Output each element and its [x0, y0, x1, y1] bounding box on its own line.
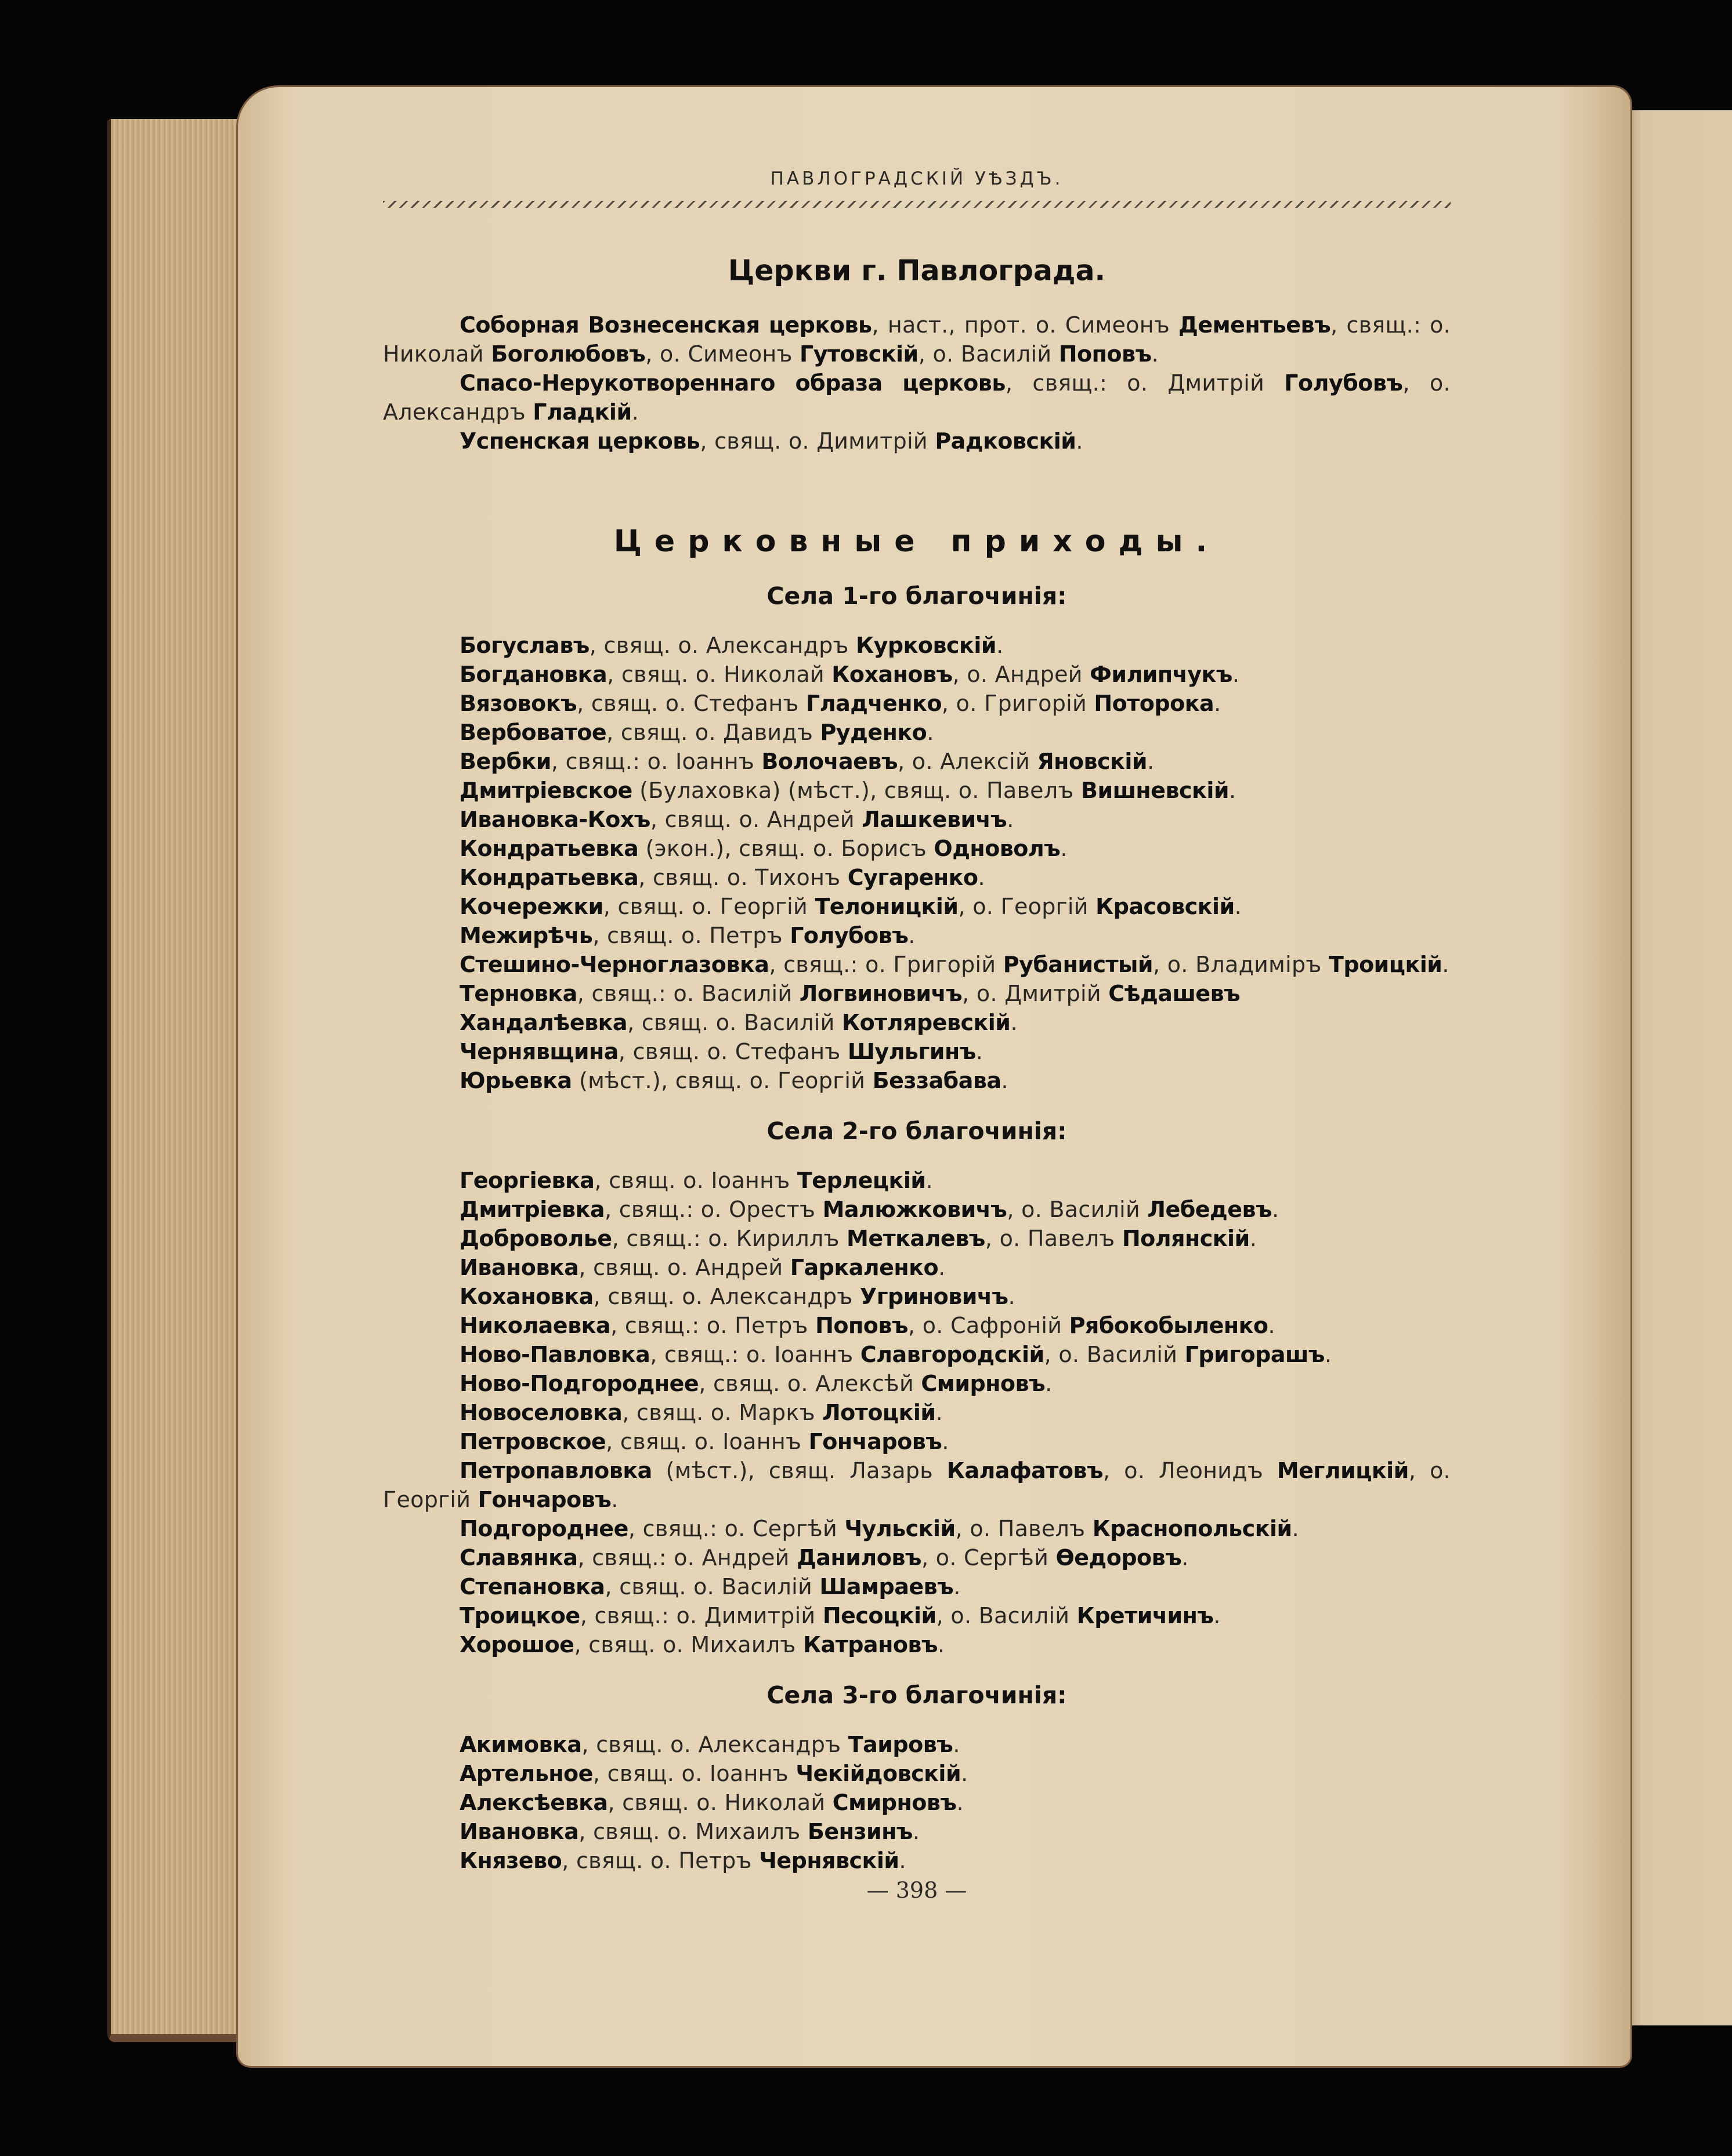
- entry-name-bold: Успенская церковь: [460, 428, 700, 454]
- entry-text: , свящ. о. Алексѣй: [699, 1371, 921, 1396]
- church-entry: [383, 921, 1451, 950]
- entry-name-bold: Стешино-Черноглазовка: [460, 952, 769, 977]
- entry-name-bold: Вишневскій: [1080, 778, 1229, 803]
- entry-text: , свящ. о. Іоаннъ: [594, 1168, 797, 1193]
- entry-text: .: [631, 399, 639, 425]
- entry-text: .: [953, 1574, 961, 1599]
- entry-name-bold: Таировъ: [848, 1732, 953, 1757]
- entry-text: , свящ. о. Александръ: [593, 1284, 860, 1309]
- entry-text: , свящ.: о. Василій: [577, 981, 800, 1006]
- entry-text: .: [978, 865, 985, 890]
- entry-name-bold: Беззабава: [872, 1068, 1001, 1093]
- entry-name-bold: Шульгинъ: [847, 1039, 976, 1064]
- church-entry: [383, 1427, 1451, 1456]
- church-entry: [383, 1788, 1451, 1817]
- entry-text: , свящ. о. Василій: [627, 1010, 843, 1035]
- entry-name-bold: Терлецкій: [797, 1168, 926, 1193]
- entry-text: .: [1151, 341, 1159, 367]
- church-entry: [383, 427, 1451, 456]
- entry-text: (экон.), свящ. о. Борисъ: [638, 836, 934, 861]
- entry-name-bold: Яновскій: [1037, 749, 1147, 774]
- entry-text: , свящ.: о. Димитрій: [580, 1603, 823, 1628]
- entry-text: , о. Павелъ: [955, 1516, 1093, 1541]
- entry-name-bold: Филипчукъ: [1090, 662, 1232, 687]
- church-entry: [383, 1282, 1451, 1311]
- entry-text: .: [1001, 1068, 1008, 1093]
- church-entry: [383, 1037, 1451, 1066]
- entry-text: , свящ. о. Іоаннъ: [606, 1429, 809, 1454]
- entry-name-bold: Степановка: [460, 1574, 605, 1599]
- entry-name-bold: Хорошое: [460, 1632, 574, 1657]
- entry-text: , свящ. о. Михаилъ: [574, 1632, 803, 1657]
- entry-text: , свящ.: о. Іоаннъ: [650, 1342, 860, 1367]
- entry-name-bold: Руденко: [820, 720, 927, 745]
- entry-name-bold: Одноволъ: [934, 836, 1061, 861]
- entry-name-bold: Чернявщина: [460, 1039, 619, 1064]
- entry-name-bold: Григорашъ: [1184, 1342, 1325, 1367]
- church-entry: [383, 1166, 1451, 1195]
- entry-name-bold: Межирѣчь: [460, 923, 593, 948]
- book-page-edges: [107, 119, 244, 2042]
- entry-name-bold: Меткалевъ: [847, 1226, 985, 1251]
- entry-text: , свящ.: о. Іоаннъ: [551, 749, 762, 774]
- entry-name-bold: Чернявскій: [759, 1848, 899, 1873]
- entry-text: , о. Георгій: [383, 1458, 1451, 1512]
- entry-name-bold: Славгородскій: [860, 1342, 1044, 1367]
- entry-name-bold: Кондратьевка: [460, 836, 639, 861]
- entry-text: .: [912, 1819, 920, 1844]
- church-entry: [383, 1514, 1451, 1543]
- entry-name-bold: Доброволье: [460, 1226, 612, 1251]
- entry-name-bold: Вербки: [460, 749, 551, 774]
- entry-name-bold: Поторока: [1094, 691, 1214, 716]
- church-entry: [383, 718, 1451, 747]
- section-title: Церковные приходы.: [613, 524, 1220, 559]
- sections: [383, 254, 1451, 1875]
- entry-text: , наст., прот. о. Симеонъ: [872, 312, 1178, 338]
- subsection-title: Села 2-го благочинія:: [766, 1117, 1067, 1145]
- entry-name-bold: Гладченко: [806, 691, 942, 716]
- entry-name-bold: Голубовъ: [790, 923, 909, 948]
- entry-name-bold: Артельное: [460, 1761, 593, 1786]
- church-entry: [383, 1311, 1451, 1340]
- entry-name-bold: Краснопольскій: [1092, 1516, 1292, 1541]
- entry-text: .: [1268, 1313, 1275, 1338]
- entry-name-bold: Боголюбовъ: [491, 341, 646, 367]
- entry-name-bold: Лашкевичъ: [862, 807, 1007, 832]
- entry-name-bold: Богуславъ: [460, 633, 590, 658]
- entry-text: , свящ. о. Андрей: [650, 807, 862, 832]
- entry-text: , свящ.: о. Дмитрій: [1005, 370, 1285, 396]
- entry-text: , о. Сафроній: [907, 1313, 1069, 1338]
- entry-text: .: [611, 1487, 619, 1512]
- entry-text: , свящ. о. Петръ: [592, 923, 790, 948]
- entry-name-bold: Сугаренко: [847, 865, 978, 890]
- church-entry: [383, 747, 1451, 776]
- entry-text: , о. Симеонъ: [645, 341, 800, 367]
- church-entry: [383, 805, 1451, 834]
- church-entry: [383, 1340, 1451, 1369]
- entry-name-bold: Георгіевка: [460, 1168, 595, 1193]
- section-title: Церкви г. Павлограда.: [728, 254, 1106, 287]
- entry-name-bold: Гончаровъ: [478, 1487, 612, 1512]
- entry-text: , свящ.: о. Кириллъ: [612, 1226, 847, 1251]
- entry-text: (Булаховка) (мѣст.), свящ. о. Павелъ: [632, 778, 1081, 803]
- entry-name-bold: Богдановка: [460, 662, 608, 687]
- entry-text: (мѣст.), свящ. Лазарь: [652, 1458, 947, 1483]
- entry-text: , свящ. о. Стефанъ: [577, 691, 807, 716]
- entry-text: , свящ.: о. Сергѣй: [628, 1516, 845, 1541]
- entry-name-bold: Поповъ: [815, 1313, 908, 1338]
- entry-name-bold: Князево: [460, 1848, 562, 1873]
- entry-text: , свящ.: о. Николай: [383, 312, 1451, 367]
- entry-text: , свящ.: о. Андрей: [577, 1545, 797, 1570]
- entry-text: , свящ. о. Іоаннъ: [592, 1761, 796, 1786]
- entry-name-bold: Кочережки: [460, 894, 603, 919]
- entry-text: .: [1232, 662, 1240, 687]
- entry-name-bold: Ивановка: [460, 1819, 579, 1844]
- entry-text: .: [938, 1632, 945, 1657]
- entry-name-bold: Чульскій: [844, 1516, 956, 1541]
- entry-name-bold: Котляревскій: [842, 1010, 1011, 1035]
- entry-name-bold: Песоцкій: [822, 1603, 936, 1628]
- entry-name-bold: Рябокобыленко: [1069, 1313, 1268, 1338]
- entry-name-bold: Дмитріевка: [460, 1197, 605, 1222]
- entry-name-bold: Гончаровъ: [808, 1429, 942, 1454]
- entry-text: .: [1147, 749, 1155, 774]
- entry-name-bold: Гаркаленко: [790, 1255, 939, 1280]
- entry-name-bold: Шамраевъ: [819, 1574, 954, 1599]
- entry-text: , о. Василій: [936, 1603, 1077, 1628]
- entry-text: .: [1292, 1516, 1300, 1541]
- entry-name-bold: Терновка: [460, 981, 577, 1006]
- entry-name-bold: Вязовокъ: [460, 691, 577, 716]
- entry-name-bold: Ѳедоровъ: [1055, 1545, 1182, 1570]
- church-entry: [383, 689, 1451, 718]
- entry-text: , свящ. о. Михаилъ: [578, 1819, 808, 1844]
- church-entry: [383, 834, 1451, 863]
- entry-text: .: [899, 1848, 906, 1873]
- entry-text: , о. Леонидъ: [1103, 1458, 1277, 1483]
- header-rule: [383, 201, 1451, 208]
- entry-name-bold: Рубанистый: [1003, 952, 1153, 977]
- entry-text: , свящ. о. Василій: [605, 1574, 820, 1599]
- church-entry: [383, 1730, 1451, 1759]
- entry-name-bold: Новоселовка: [460, 1400, 623, 1425]
- entry-name-bold: Калафатовъ: [946, 1458, 1104, 1483]
- entry-name-bold: Малюжковичъ: [822, 1197, 1007, 1222]
- entry-text: .: [1272, 1197, 1279, 1222]
- entry-name-bold: Троицкій: [1328, 952, 1442, 977]
- entry-text: .: [1442, 952, 1449, 977]
- entry-text: , о. Сергѣй: [921, 1545, 1056, 1570]
- entry-name-bold: Радковскій: [935, 428, 1076, 454]
- entry-text: , о. Андрей: [952, 662, 1090, 687]
- entry-name-bold: Полянскій: [1122, 1226, 1250, 1251]
- church-entry: [383, 1253, 1451, 1282]
- entry-text: , о. Алексій: [898, 749, 1037, 774]
- entry-text: .: [1045, 1371, 1053, 1396]
- church-entry: [383, 1066, 1451, 1095]
- entry-text: .: [1007, 807, 1014, 832]
- church-entry: [383, 1572, 1451, 1601]
- entry-text: , о. Владиміръ: [1153, 952, 1329, 977]
- church-entry: [383, 1195, 1451, 1224]
- running-header: ПАВЛОГРАДСКІЙ УѢЗДЪ.: [770, 168, 1064, 189]
- church-entry: [383, 1224, 1451, 1253]
- entry-text: , о. Григорій: [941, 691, 1094, 716]
- subsection-title: Села 1-го благочинія:: [766, 582, 1067, 610]
- entry-name-bold: Логвиновичъ: [799, 981, 963, 1006]
- entry-name-bold: Петропавловка: [460, 1458, 652, 1483]
- entry-name-bold: Кондратьевка: [460, 865, 639, 890]
- entry-name-bold: Юрьевка: [460, 1068, 572, 1093]
- entry-text: , о. Павелъ: [985, 1226, 1122, 1251]
- entry-text: , о. Василій: [1044, 1342, 1185, 1367]
- entry-name-bold: Спасо-Нерукотвореннаго образа церковь: [460, 370, 1006, 396]
- entry-name-bold: Гладкій: [533, 399, 632, 425]
- church-entry: [383, 892, 1451, 921]
- entry-text: , о. Василій: [1007, 1197, 1148, 1222]
- entry-text: .: [1008, 1284, 1015, 1309]
- entry-text: .: [942, 1429, 949, 1454]
- entry-text: .: [935, 1400, 943, 1425]
- entry-text: .: [1324, 1342, 1332, 1367]
- entry-text: .: [1228, 778, 1236, 803]
- entry-name-bold: Гутовскій: [800, 341, 919, 367]
- entry-name-bold: Кохановъ: [831, 662, 953, 687]
- entry-name-bold: Ивановка: [460, 1255, 579, 1280]
- entry-name-bold: Вербоватое: [460, 720, 607, 745]
- entry-text: .: [1234, 894, 1242, 919]
- entry-text: , свящ. о. Николай: [607, 662, 832, 687]
- entry-name-bold: Чекійдовскій: [796, 1761, 961, 1786]
- entry-text: .: [908, 923, 916, 948]
- entry-name-bold: Катрановъ: [803, 1632, 938, 1657]
- entry-name-bold: Смирновъ: [832, 1790, 957, 1815]
- entry-name-bold: Дементьевъ: [1178, 312, 1331, 338]
- church-entry: [383, 1543, 1451, 1572]
- entry-name-bold: Троицкое: [460, 1603, 580, 1628]
- entry-text: , о. Георгій: [958, 894, 1096, 919]
- entry-name-bold: Угриновичъ: [859, 1284, 1008, 1309]
- church-entry: [383, 1630, 1451, 1659]
- entry-name-bold: Николаевка: [460, 1313, 611, 1338]
- church-entry: [383, 631, 1451, 660]
- entry-name-bold: Кохановка: [460, 1284, 594, 1309]
- entry-name-bold: Даниловъ: [797, 1545, 921, 1570]
- entry-name-bold: Подгороднее: [460, 1516, 628, 1541]
- church-entry: [383, 369, 1451, 427]
- entry-text: , свящ. о. Петръ: [562, 1848, 760, 1873]
- subsection-title: Села 3-го благочинія:: [766, 1681, 1067, 1709]
- church-entry: [383, 776, 1451, 805]
- entry-text: .: [1249, 1226, 1257, 1251]
- next-page-edge: [1619, 110, 1732, 2025]
- entry-name-bold: Славянка: [460, 1545, 578, 1570]
- page-content: [383, 168, 1451, 2043]
- entry-name-bold: Голубовъ: [1284, 370, 1403, 396]
- entry-name-bold: Ново-Подгороднее: [460, 1371, 699, 1396]
- entry-name-bold: Лотоцкій: [822, 1400, 936, 1425]
- entry-name-bold: Поповъ: [1058, 341, 1152, 367]
- entry-text: .: [938, 1255, 946, 1280]
- entry-text: , свящ. о. Андрей: [578, 1255, 790, 1280]
- entry-text: , о. Василій: [918, 341, 1059, 367]
- church-entry: [383, 1456, 1451, 1514]
- entry-name-bold: Красовскій: [1095, 894, 1235, 919]
- church-entry: [383, 1398, 1451, 1427]
- entry-name-bold: Ивановка-Кохъ: [460, 807, 650, 832]
- entry-text: , свящ.: о. Григорій: [769, 952, 1003, 977]
- entry-name-bold: Волочаевъ: [761, 749, 898, 774]
- church-entry: [383, 1008, 1451, 1037]
- entry-name-bold: Петровское: [460, 1429, 606, 1454]
- entry-text: .: [1181, 1545, 1189, 1570]
- entry-text: .: [975, 1039, 983, 1064]
- entry-text: (мѣст.), свящ. о. Георгій: [572, 1068, 873, 1093]
- entry-text: , свящ. о. Георгій: [603, 894, 815, 919]
- entry-name-bold: Соборная Вознесенская церковь: [460, 312, 872, 338]
- entry-name-bold: Ново-Павловка: [460, 1342, 650, 1367]
- entry-text: .: [1010, 1010, 1018, 1035]
- entry-text: , свящ. о. Давидъ: [606, 720, 820, 745]
- entry-name-bold: Лебедевъ: [1147, 1197, 1272, 1222]
- church-entry: [383, 1846, 1451, 1875]
- entry-text: , свящ. о. Александръ: [581, 1732, 848, 1757]
- page-number: — 398 —: [866, 1877, 967, 1903]
- entry-text: , о. Дмитрій: [962, 981, 1109, 1006]
- entry-text: , свящ. о. Николай: [608, 1790, 833, 1815]
- entry-name-bold: Алексѣевка: [460, 1790, 608, 1815]
- entry-text: .: [927, 720, 934, 745]
- church-entry: [383, 660, 1451, 689]
- entry-name-bold: Акимовка: [460, 1732, 582, 1757]
- entry-name-bold: Сѣдашевъ: [1108, 981, 1241, 1006]
- church-entry: [383, 979, 1451, 1008]
- church-entry: [383, 310, 1451, 369]
- entry-name-bold: Бензинъ: [807, 1819, 913, 1844]
- church-entry: [383, 863, 1451, 892]
- entry-name-bold: Дмитріевское: [460, 778, 632, 803]
- entry-text: , свящ. о. Александръ: [589, 633, 856, 658]
- church-entry: [383, 1759, 1451, 1788]
- entry-text: .: [1060, 836, 1068, 861]
- church-entry: [383, 950, 1451, 979]
- section-gap: [383, 456, 1451, 483]
- entry-text: , свящ. о. Тихонъ: [638, 865, 848, 890]
- entry-text: .: [953, 1732, 960, 1757]
- entry-name-bold: Курковскій: [856, 633, 996, 658]
- entry-text: , свящ. о. Стефанъ: [618, 1039, 848, 1064]
- entry-text: .: [961, 1761, 968, 1786]
- entry-name-bold: Хандалѣевка: [460, 1010, 628, 1035]
- church-entry: [383, 1369, 1451, 1398]
- book-page: [238, 87, 1630, 2066]
- entry-text: , свящ. о. Маркъ: [622, 1400, 823, 1425]
- entry-text: .: [1214, 691, 1221, 716]
- entry-text: .: [1076, 428, 1083, 454]
- entry-name-bold: Кретичинъ: [1076, 1603, 1214, 1628]
- entry-text: .: [956, 1790, 964, 1815]
- entry-name-bold: Смирновъ: [921, 1371, 1046, 1396]
- entry-name-bold: Меглицкій: [1277, 1458, 1409, 1483]
- church-entry: [383, 1817, 1451, 1846]
- entry-text: , свящ.: о. Орестъ: [605, 1197, 823, 1222]
- entry-text: , свящ. о. Димитрій: [700, 428, 935, 454]
- entry-text: .: [996, 633, 1004, 658]
- church-entry: [383, 1601, 1451, 1630]
- entry-text: , о. Александръ: [383, 370, 1451, 425]
- entry-text: .: [1213, 1603, 1221, 1628]
- entry-text: , свящ.: о. Петръ: [610, 1313, 816, 1338]
- entry-name-bold: Телоницкій: [815, 894, 959, 919]
- entry-text: .: [925, 1168, 933, 1193]
